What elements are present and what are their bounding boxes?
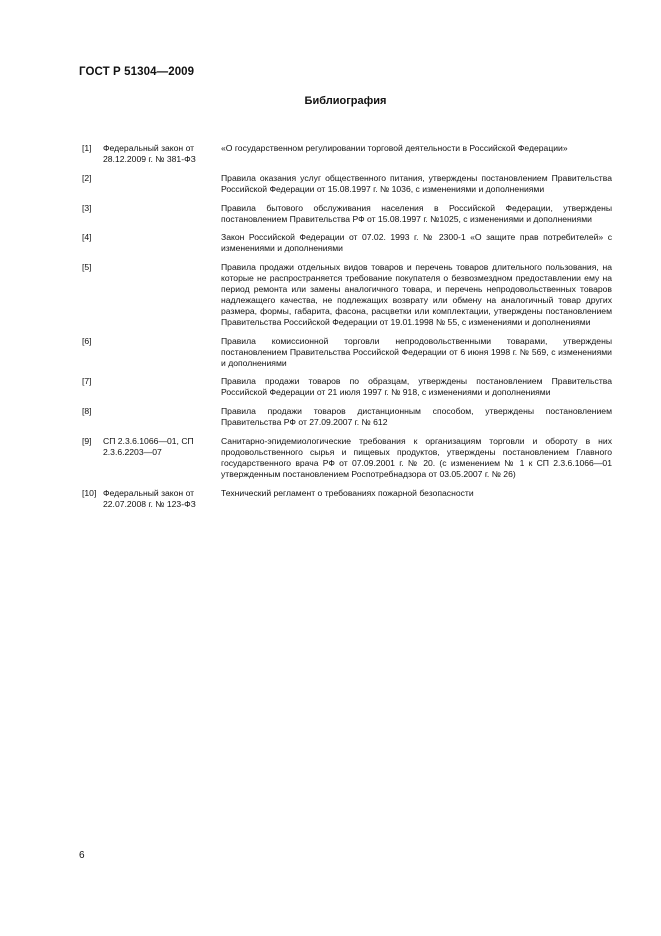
bib-entry-source [103,203,221,225]
bib-entry [82,376,612,398]
bib-entry-source [103,376,221,398]
bib-entry-text: Правила оказания услуг общественного питания, утверждены постановлением Правительства Российской Федерации от 15.08.1997 г. № 1036, с изменениями и дополнениями [221,172,612,194]
bib-entry [82,336,612,369]
bib-entry-number: [9] [82,436,92,447]
bib-entry-text: Правила продажи товаров по образцам, утверждены постановлением Правительства Российской Федерации от 21 июля 1997 г. № 918, с изменениями и дополнениями [221,376,612,398]
bib-entry-text: Технический регламент о требованиях пожарной безопасности [221,487,474,498]
bib-entry [82,143,612,165]
bib-entry-text: Правила бытового обслуживания населения в Российской Федерации, утверждены постановлением Правительства РФ от 15.08.1997 г. №1025, с изменениями и дополнениями [221,202,612,224]
bibliography-list [82,143,612,509]
bib-entry-text: Закон Российской Федерации от 07.02. 1993 г. № 2300-1 «О защите прав потребителей» с изменениями и дополнениями [221,232,612,254]
bib-entry-number: [10] [82,487,97,498]
bib-entry-source: Федеральный закон от 22.07.2008 г. № 123-ФЗ [103,487,196,509]
bib-entry-text: Правила продажи отдельных видов товаров и перечень товаров длительного пользования, на которые не распространяется требование покупателя о безвозмездном предоставлении ему на период ремонта или замены аналогичного товара, и перечень непродовольственных товаров надлежащего качества, не подлежащих возврату или обмену на аналогичный товар других размера, формы, габарита, фасона, расцветки или комплектации, утверждены постановлением Правительства Российской Федерации от 19.01.1998 № 55, с изменениями и дополнениями [221,262,612,327]
bib-entry [82,262,612,327]
bib-entry-number: [3] [82,202,92,213]
bib-entry-source [103,232,221,254]
bib-entry-number: [1] [82,143,92,153]
bib-entry-number: [6] [82,335,92,346]
document-code: ГОСТ Р 51304—2009 [79,66,195,78]
bib-entry [82,173,612,195]
bib-entry-source: Федеральный закон от 28.12.2009 г. № 381-ФЗ [103,143,196,164]
bib-entry-number: [4] [82,232,92,243]
bib-entry [82,203,612,225]
bib-entry-text: «О государственном регулировании торговой деятельности в Российской Федерации» [221,143,568,153]
bib-entry-source [103,406,221,428]
bib-entry [82,406,612,428]
bib-entry-text: Правила продажи товаров дистанционным способом, утверждены постановлением Правительства РФ от 27.09.2007 г. № 612 [221,406,612,428]
bib-entry-source: СП 2.3.6.1066—01, СП 2.3.6.2203—07 [103,436,194,457]
page-number: 6 [79,850,85,861]
bib-entry-source [103,336,221,369]
bib-entry [82,436,612,480]
bib-entry-number: [5] [82,262,92,273]
bib-entry-source [103,173,221,195]
bib-entry [82,232,612,254]
bib-entry [82,488,612,510]
bib-entry-number: [8] [82,406,92,417]
page-title: Библиография [304,95,387,107]
bib-entry-number: [7] [82,376,92,387]
bib-entry-number: [2] [82,172,92,183]
bib-entry-text: Санитарно-эпидемиологические требования к организациям торговли и обороту в них продовольственного сырья и пищевых продуктов, утверждены постановлением Главного государственного врача РФ от 07.09.2001 г. № 20. (с изменением № 1 к СП 2.3.6.1066—01 утвержденным постановлением Роспотребнадзора от 03.05.2007 г. № 26) [221,436,612,479]
bib-entry-source [103,262,221,327]
bib-entry-text: Правила комиссионной торговли непродовольственными товарами, утверждены постановлением Правительства Российской Федерации от 6 июня 1998 г. № 569, с изменениями и дополнениями [221,335,612,368]
